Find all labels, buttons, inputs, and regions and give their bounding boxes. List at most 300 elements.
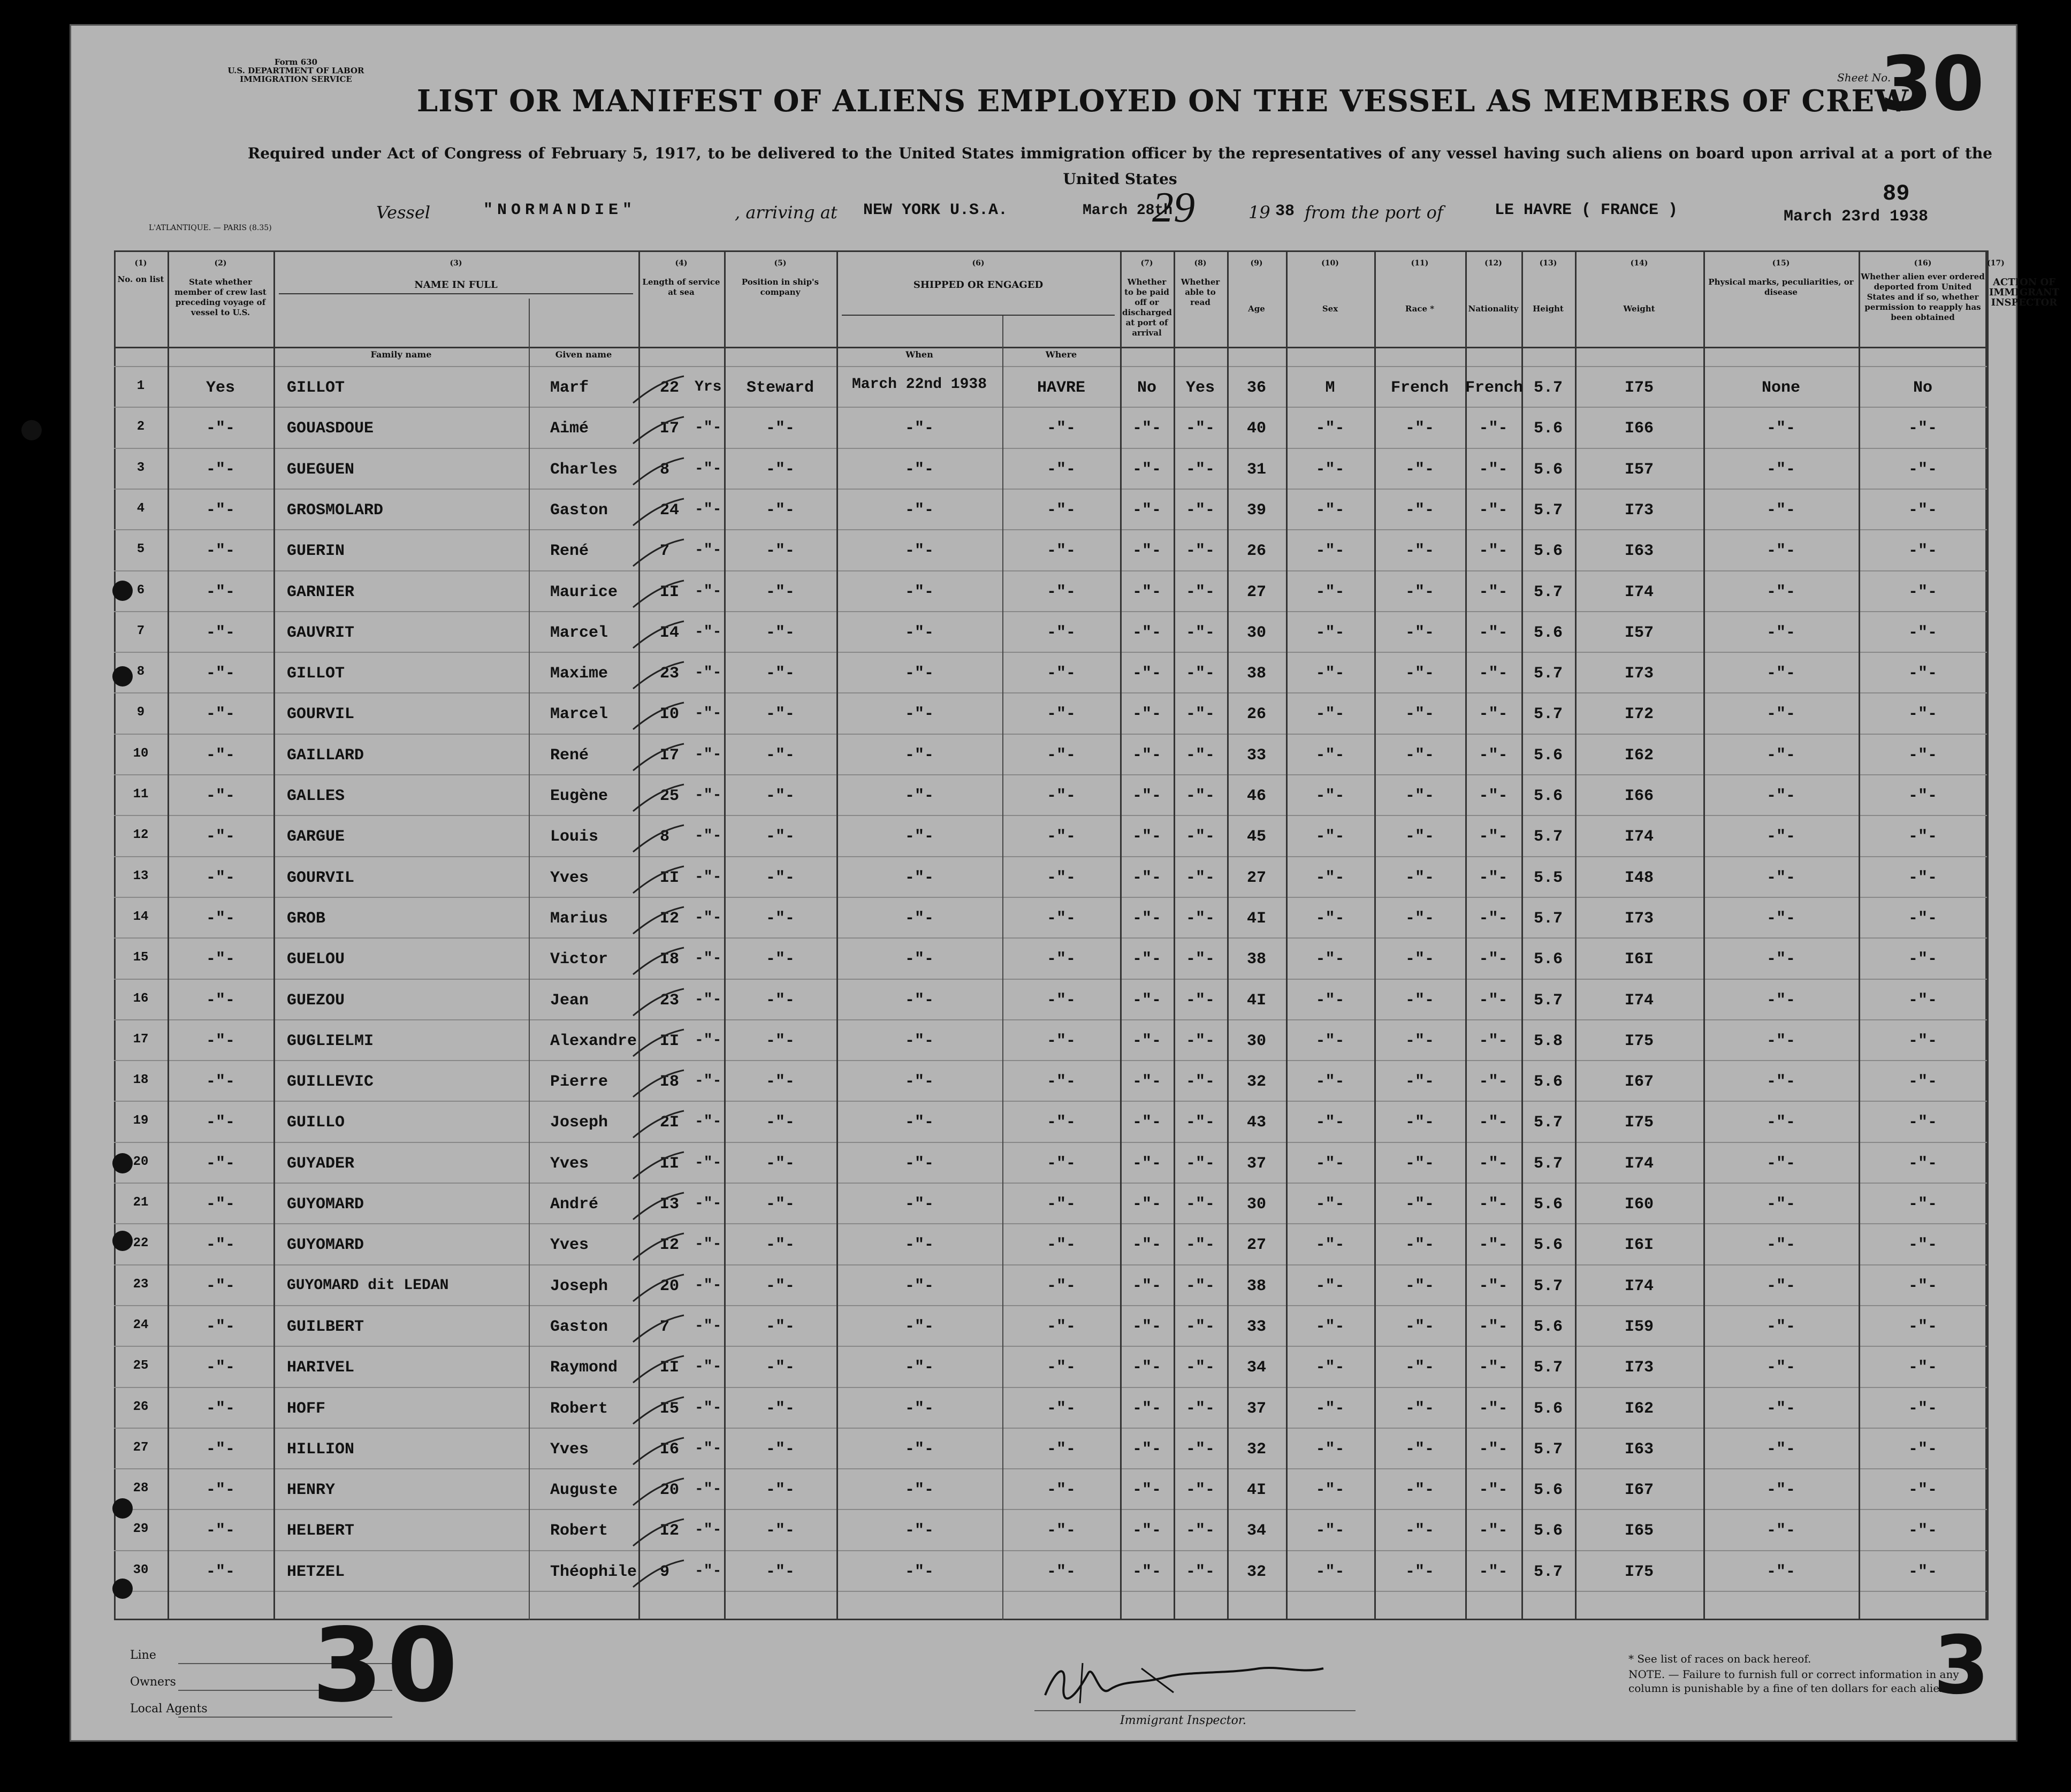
- height-cell: 5.7: [1533, 379, 1563, 397]
- shipped-where-cell: -"-: [1046, 1399, 1076, 1418]
- row-rule: [114, 489, 1987, 490]
- weight-cell: I72: [1624, 705, 1654, 724]
- subcolumn-header-given: Given name: [555, 349, 612, 360]
- check-stroke-icon: [628, 619, 687, 651]
- physical-marks-cell: -"-: [1766, 868, 1795, 887]
- deported-cell: -"-: [1908, 1154, 1937, 1173]
- height-cell: 5.5: [1533, 868, 1563, 887]
- given-name-cell: Jean: [550, 991, 589, 1010]
- able-to-read-cell: -"-: [1185, 623, 1215, 642]
- row-rule: [114, 815, 1987, 816]
- nationality-cell: -"-: [1479, 583, 1508, 601]
- sex-cell: -"-: [1315, 828, 1345, 847]
- family-name-cell: GOURVIL: [287, 705, 355, 724]
- binder-hole-icon: [112, 1579, 133, 1599]
- column-number: (10): [1321, 259, 1339, 268]
- column-header-label: Race *: [1405, 304, 1435, 314]
- nationality-cell: -"-: [1479, 1277, 1508, 1295]
- weight-cell: I59: [1624, 1317, 1654, 1336]
- age-cell: 26: [1246, 705, 1266, 724]
- weight-cell: I66: [1624, 420, 1654, 438]
- column-header-label: Whether alien ever ordered deported from United States and if so, whether permission to reapply has been obtained: [1861, 272, 1985, 322]
- height-cell: 5.7: [1533, 1114, 1563, 1132]
- weight-cell: I73: [1624, 909, 1654, 928]
- check-stroke-icon: [628, 537, 687, 569]
- deported-cell: -"-: [1908, 1032, 1937, 1050]
- shipped-where-cell: -"-: [1046, 1562, 1076, 1581]
- age-cell: 33: [1246, 746, 1266, 765]
- paid-off-cell: -"-: [1132, 828, 1161, 847]
- given-name-cell: Gaston: [550, 1317, 608, 1336]
- row-number: 26: [133, 1399, 149, 1414]
- sex-cell: -"-: [1315, 1440, 1345, 1459]
- nationality-cell: -"-: [1479, 1522, 1508, 1541]
- age-cell: 32: [1246, 1440, 1266, 1459]
- shipped-where-cell: -"-: [1046, 420, 1076, 438]
- shipped-where-cell: -"-: [1046, 868, 1076, 887]
- previous-voyage-cell: -"-: [205, 501, 235, 520]
- column-header-label: SHIPPED OR ENGAGED: [913, 279, 1044, 291]
- column-header-label: Weight: [1623, 304, 1655, 314]
- physical-marks-cell: None: [1761, 379, 1800, 397]
- position-cell: Steward: [746, 379, 814, 397]
- paid-off-cell: -"-: [1132, 1114, 1161, 1132]
- row-rule: [114, 1264, 1987, 1265]
- weight-cell: I6I: [1624, 950, 1654, 969]
- paid-off-cell: -"-: [1132, 1317, 1161, 1336]
- sex-cell: -"-: [1315, 623, 1345, 642]
- age-cell: 38: [1246, 665, 1266, 683]
- race-cell: -"-: [1405, 1317, 1434, 1336]
- shipped-where-cell: -"-: [1046, 542, 1076, 561]
- position-cell: -"-: [765, 460, 795, 479]
- paid-off-cell: -"-: [1132, 705, 1161, 724]
- service-length-cell: I8: [660, 1073, 680, 1092]
- able-to-read-cell: -"-: [1185, 1481, 1215, 1500]
- shipped-when-cell: -"-: [904, 1277, 934, 1295]
- age-cell: 36: [1246, 379, 1266, 397]
- race-cell: -"-: [1405, 1032, 1434, 1050]
- row-number: 6: [136, 583, 145, 598]
- service-unit-cell: -"-: [695, 460, 722, 477]
- physical-marks-cell: -"-: [1766, 950, 1795, 969]
- service-length-cell: I2: [660, 1236, 680, 1255]
- previous-voyage-cell: -"-: [205, 1195, 235, 1214]
- physical-marks-cell: -"-: [1766, 1359, 1795, 1377]
- race-cell: -"-: [1405, 991, 1434, 1010]
- position-cell: -"-: [765, 1440, 795, 1459]
- race-cell: -"-: [1405, 583, 1434, 601]
- given-name-cell: Marcel: [550, 705, 608, 724]
- nationality-cell: -"-: [1479, 787, 1508, 805]
- previous-voyage-cell: -"-: [205, 623, 235, 642]
- service-unit-cell: -"-: [695, 1073, 722, 1090]
- service-length-cell: II: [660, 1154, 680, 1173]
- physical-marks-cell: -"-: [1766, 787, 1795, 805]
- physical-marks-cell: -"-: [1766, 828, 1795, 847]
- weight-cell: I75: [1624, 1562, 1654, 1581]
- shipped-where-cell: -"-: [1046, 1440, 1076, 1459]
- family-name-cell: GARNIER: [287, 583, 355, 601]
- height-cell: 5.6: [1533, 1195, 1563, 1214]
- deported-cell: -"-: [1908, 950, 1937, 969]
- able-to-read-cell: -"-: [1185, 705, 1215, 724]
- previous-voyage-cell: -"-: [205, 868, 235, 887]
- deported-cell: -"-: [1908, 909, 1937, 928]
- family-name-cell: GUEGUEN: [287, 460, 355, 479]
- row-rule: [114, 1550, 1987, 1551]
- given-name-cell: Yves: [550, 868, 589, 887]
- age-cell: 4I: [1246, 1481, 1266, 1500]
- paid-off-cell: -"-: [1132, 542, 1161, 561]
- check-stroke-icon: [628, 1027, 687, 1059]
- paid-off-cell: -"-: [1132, 1522, 1161, 1541]
- shipped-when-cell: -"-: [904, 1359, 934, 1377]
- check-stroke-icon: [628, 1108, 687, 1140]
- height-cell: 5.6: [1533, 787, 1563, 805]
- column-header-label: Whether able to read: [1181, 277, 1220, 307]
- family-name-cell: GILLOT: [287, 665, 345, 683]
- row-rule: [114, 897, 1987, 898]
- age-cell: 37: [1246, 1154, 1266, 1173]
- deported-cell: -"-: [1908, 746, 1937, 765]
- sex-cell: -"-: [1315, 1359, 1345, 1377]
- row-number: 18: [133, 1073, 149, 1088]
- height-cell: 5.7: [1533, 991, 1563, 1010]
- column-divider: [273, 250, 275, 1620]
- row-rule: [114, 611, 1987, 612]
- nationality-cell: -"-: [1479, 950, 1508, 969]
- check-stroke-icon: [628, 700, 687, 732]
- paid-off-cell: -"-: [1132, 460, 1161, 479]
- previous-voyage-cell: -"-: [205, 1440, 235, 1459]
- age-cell: 34: [1246, 1522, 1266, 1541]
- family-name-cell: GUILLEVIC: [287, 1073, 374, 1092]
- shipped-when-cell: -"-: [904, 1073, 934, 1092]
- sheet-number: 30: [1880, 41, 1984, 128]
- previous-voyage-cell: -"-: [205, 1236, 235, 1255]
- shipped-where-cell: -"-: [1046, 950, 1076, 969]
- paid-off-cell: -"-: [1132, 909, 1161, 928]
- position-cell: -"-: [765, 1236, 795, 1255]
- previous-voyage-cell: -"-: [205, 1399, 235, 1418]
- column-number: (13): [1539, 259, 1557, 268]
- service-length-cell: 8: [660, 460, 670, 479]
- row-rule: [114, 1183, 1987, 1184]
- nationality-cell: -"-: [1479, 1195, 1508, 1214]
- deported-cell: No: [1913, 379, 1932, 397]
- able-to-read-cell: -"-: [1185, 460, 1215, 479]
- able-to-read-cell: -"-: [1185, 1114, 1215, 1132]
- shipped-where-cell: -"-: [1046, 1522, 1076, 1541]
- fine-note: [1628, 1667, 1966, 1695]
- age-cell: 27: [1246, 583, 1266, 601]
- check-stroke-icon: [628, 1149, 687, 1181]
- race-cell: -"-: [1405, 1359, 1434, 1377]
- paid-off-cell: -"-: [1132, 1359, 1161, 1377]
- race-cell: -"-: [1405, 1195, 1434, 1214]
- check-stroke-icon: [628, 659, 687, 691]
- shipped-where-cell: -"-: [1046, 746, 1076, 765]
- race-cell: -"-: [1405, 1073, 1434, 1092]
- able-to-read-cell: -"-: [1185, 665, 1215, 683]
- row-number: 10: [133, 746, 149, 761]
- previous-voyage-cell: -"-: [205, 1114, 235, 1132]
- age-cell: 31: [1246, 460, 1266, 479]
- deported-cell: -"-: [1908, 1317, 1937, 1336]
- check-stroke-icon: [628, 782, 687, 814]
- shipped-when-cell: -"-: [904, 1440, 934, 1459]
- family-name-cell: GAUVRIT: [287, 623, 355, 642]
- service-unit-cell: -"-: [695, 705, 722, 722]
- physical-marks-cell: -"-: [1766, 909, 1795, 928]
- check-stroke-icon: [628, 578, 687, 610]
- nationality-cell: -"-: [1479, 1481, 1508, 1500]
- race-cell: -"-: [1405, 1236, 1434, 1255]
- subcolumn-divider: [529, 299, 530, 1620]
- weight-cell: I48: [1624, 868, 1654, 887]
- deported-cell: -"-: [1908, 1277, 1937, 1295]
- position-cell: -"-: [765, 828, 795, 847]
- row-rule: [114, 937, 1987, 939]
- given-name-cell: André: [550, 1195, 599, 1214]
- row-number: 24: [133, 1317, 149, 1332]
- shipped-where-cell: -"-: [1046, 501, 1076, 520]
- given-name-cell: Maxime: [550, 665, 608, 683]
- paid-off-cell: -"-: [1132, 1032, 1161, 1050]
- arriving-label: , arriving at: [735, 202, 837, 223]
- deported-cell: -"-: [1908, 1440, 1937, 1459]
- printer-mark: L'ATLANTIQUE. — PARIS (8.35): [149, 224, 272, 232]
- form-header: [226, 58, 366, 83]
- previous-voyage-cell: -"-: [205, 542, 235, 561]
- physical-marks-cell: -"-: [1766, 1154, 1795, 1173]
- service-unit-cell: -"-: [695, 1236, 722, 1253]
- paid-off-cell: -"-: [1132, 1154, 1161, 1173]
- check-stroke-icon: [628, 455, 687, 487]
- paid-off-cell: -"-: [1132, 1399, 1161, 1418]
- race-cell: -"-: [1405, 705, 1434, 724]
- row-number: 15: [133, 950, 149, 965]
- shipped-when-cell: -"-: [904, 1032, 934, 1050]
- deported-cell: -"-: [1908, 868, 1937, 887]
- arrival-day-handwritten: 29: [1152, 184, 1195, 231]
- weight-cell: I75: [1624, 379, 1654, 397]
- position-cell: -"-: [765, 909, 795, 928]
- sex-cell: -"-: [1315, 705, 1345, 724]
- arrival-year: 38: [1275, 202, 1295, 220]
- weight-cell: I67: [1624, 1073, 1654, 1092]
- departure-date: March 23rd 1938: [1784, 208, 1929, 226]
- race-cell: -"-: [1405, 787, 1434, 805]
- nationality-cell: -"-: [1479, 868, 1508, 887]
- given-name-cell: Eugène: [550, 787, 608, 805]
- family-name-cell: GUYOMARD: [287, 1236, 364, 1255]
- position-cell: -"-: [765, 1562, 795, 1581]
- row-rule: [114, 1019, 1987, 1020]
- service-unit-cell: -"-: [695, 909, 722, 926]
- subcolumn-header-when: When: [905, 349, 933, 360]
- shipped-where-cell: -"-: [1046, 991, 1076, 1010]
- row-rule: [114, 1591, 1987, 1592]
- given-name-cell: Victor: [550, 950, 608, 969]
- row-number: 16: [133, 991, 149, 1006]
- race-cell: -"-: [1405, 1481, 1434, 1500]
- page-title: LIST OR MANIFEST OF ALIENS EMPLOYED ON THE VESSEL AS MEMBERS OF CREW: [416, 83, 1909, 119]
- inspector-signature: [1034, 1652, 1334, 1711]
- position-cell: -"-: [765, 868, 795, 887]
- sex-cell: -"-: [1315, 1399, 1345, 1418]
- position-cell: -"-: [765, 665, 795, 683]
- age-cell: 4I: [1246, 991, 1266, 1010]
- nationality-cell: -"-: [1479, 1562, 1508, 1581]
- paid-off-cell: -"-: [1132, 1195, 1161, 1214]
- paid-off-cell: -"-: [1132, 950, 1161, 969]
- deported-cell: -"-: [1908, 623, 1937, 642]
- height-cell: 5.6: [1533, 1399, 1563, 1418]
- physical-marks-cell: -"-: [1766, 623, 1795, 642]
- note-label: NOTE.: [1628, 1668, 1665, 1681]
- physical-marks-cell: -"-: [1766, 705, 1795, 724]
- service-length-cell: 22: [660, 379, 680, 397]
- shipped-where-cell: -"-: [1046, 460, 1076, 479]
- service-unit-cell: -"-: [695, 1440, 722, 1457]
- given-name-cell: Auguste: [550, 1481, 618, 1500]
- family-name-cell: GILLOT: [287, 379, 345, 397]
- race-cell: -"-: [1405, 665, 1434, 683]
- row-number: 13: [133, 868, 149, 883]
- service-unit-cell: -"-: [695, 1317, 722, 1335]
- height-cell: 5.7: [1533, 705, 1563, 724]
- shipped-where-cell: -"-: [1046, 1154, 1076, 1173]
- check-stroke-icon: [628, 373, 687, 406]
- row-number: 28: [133, 1481, 149, 1496]
- stamp-right: 3: [1933, 1619, 1994, 1712]
- nationality-cell: -"-: [1479, 1399, 1508, 1418]
- row-rule: [114, 692, 1987, 693]
- age-cell: 30: [1246, 1195, 1266, 1214]
- service-length-cell: I2: [660, 1522, 680, 1541]
- service-length-cell: I7: [660, 746, 680, 765]
- column-number: (7): [1140, 259, 1153, 268]
- nationality-cell: -"-: [1479, 1073, 1508, 1092]
- extra-number: 89: [1883, 181, 1910, 207]
- row-rule: [114, 1101, 1987, 1102]
- previous-voyage-cell: -"-: [205, 1522, 235, 1541]
- subcolumn-header-where: Where: [1045, 349, 1077, 360]
- family-name-cell: GUEZOU: [287, 991, 345, 1010]
- given-name-cell: Yves: [550, 1440, 589, 1459]
- column-number: (12): [1484, 259, 1502, 268]
- able-to-read-cell: -"-: [1185, 1399, 1215, 1418]
- row-rule: [114, 1468, 1987, 1469]
- column-number: (1): [134, 259, 147, 268]
- previous-voyage-cell: -"-: [205, 705, 235, 724]
- height-cell: 5.7: [1533, 1277, 1563, 1295]
- position-cell: -"-: [765, 787, 795, 805]
- service-unit-cell: -"-: [695, 1481, 722, 1498]
- row-number: 20: [133, 1154, 149, 1169]
- age-cell: 34: [1246, 1359, 1266, 1377]
- service-unit-cell: -"-: [695, 950, 722, 967]
- column-header-label: Nationality: [1468, 304, 1519, 314]
- row-number: 1: [136, 379, 145, 393]
- paid-off-cell: -"-: [1132, 868, 1161, 887]
- height-cell: 5.7: [1533, 583, 1563, 601]
- previous-voyage-cell: -"-: [205, 1359, 235, 1377]
- deported-cell: -"-: [1908, 1073, 1937, 1092]
- column-number: (3): [450, 259, 462, 268]
- able-to-read-cell: -"-: [1185, 787, 1215, 805]
- paid-off-cell: -"-: [1132, 1073, 1161, 1092]
- column-header-label: ACTION OF IMMIGRANT INSPECTOR: [1989, 277, 2059, 308]
- family-name-cell: GAILLARD: [287, 746, 364, 765]
- service-length-cell: 24: [660, 501, 680, 520]
- sex-cell: -"-: [1315, 1032, 1345, 1050]
- physical-marks-cell: -"-: [1766, 1032, 1795, 1050]
- weight-cell: I74: [1624, 1277, 1654, 1295]
- service-unit-cell: -"-: [695, 1399, 722, 1416]
- row-number: 4: [136, 501, 145, 516]
- shipped-when-cell: -"-: [904, 705, 934, 724]
- physical-marks-cell: -"-: [1766, 460, 1795, 479]
- sex-cell: M: [1325, 379, 1335, 397]
- row-rule: [114, 1305, 1987, 1306]
- shipped-where-cell: -"-: [1046, 1481, 1076, 1500]
- check-stroke-icon: [628, 741, 687, 773]
- given-name-cell: René: [550, 746, 589, 765]
- sex-cell: -"-: [1315, 420, 1345, 438]
- service-unit-cell: -"-: [695, 583, 722, 600]
- row-number: 8: [136, 665, 145, 680]
- previous-voyage-cell: -"-: [205, 665, 235, 683]
- nationality-cell: -"-: [1479, 1440, 1508, 1459]
- physical-marks-cell: -"-: [1766, 1195, 1795, 1214]
- previous-voyage-cell: Yes: [205, 379, 235, 397]
- height-cell: 5.7: [1533, 1359, 1563, 1377]
- sex-cell: -"-: [1315, 950, 1345, 969]
- row-number: 30: [133, 1562, 149, 1577]
- previous-voyage-cell: -"-: [205, 828, 235, 847]
- service-length-cell: 9: [660, 1562, 670, 1581]
- column-number: (9): [1250, 259, 1263, 268]
- row-number: 5: [136, 542, 145, 557]
- height-cell: 5.6: [1533, 1317, 1563, 1336]
- given-name-cell: Robert: [550, 1522, 608, 1541]
- check-stroke-icon: [628, 904, 687, 936]
- paid-off-cell: -"-: [1132, 583, 1161, 601]
- row-rule: [114, 856, 1987, 857]
- position-cell: -"-: [765, 1073, 795, 1092]
- shipped-when-cell: -"-: [904, 868, 934, 887]
- family-name-cell: HILLION: [287, 1440, 355, 1459]
- department-name: U.S. DEPARTMENT OF LABOR: [227, 66, 364, 75]
- shipped-when-cell: -"-: [904, 1562, 934, 1581]
- shipped-where-cell: -"-: [1046, 583, 1076, 601]
- nationality-cell: -"-: [1479, 1359, 1508, 1377]
- shipped-when-cell: March 22nd 1938: [851, 376, 987, 393]
- nationality-cell: -"-: [1479, 460, 1508, 479]
- row-number: 22: [133, 1236, 149, 1251]
- able-to-read-cell: -"-: [1185, 1562, 1215, 1581]
- position-cell: -"-: [765, 1032, 795, 1050]
- sex-cell: -"-: [1315, 868, 1345, 887]
- line-label: Line: [130, 1649, 156, 1662]
- able-to-read-cell: -"-: [1185, 1440, 1215, 1459]
- deported-cell: -"-: [1908, 460, 1937, 479]
- physical-marks-cell: -"-: [1766, 1317, 1795, 1336]
- paid-off-cell: -"-: [1132, 746, 1161, 765]
